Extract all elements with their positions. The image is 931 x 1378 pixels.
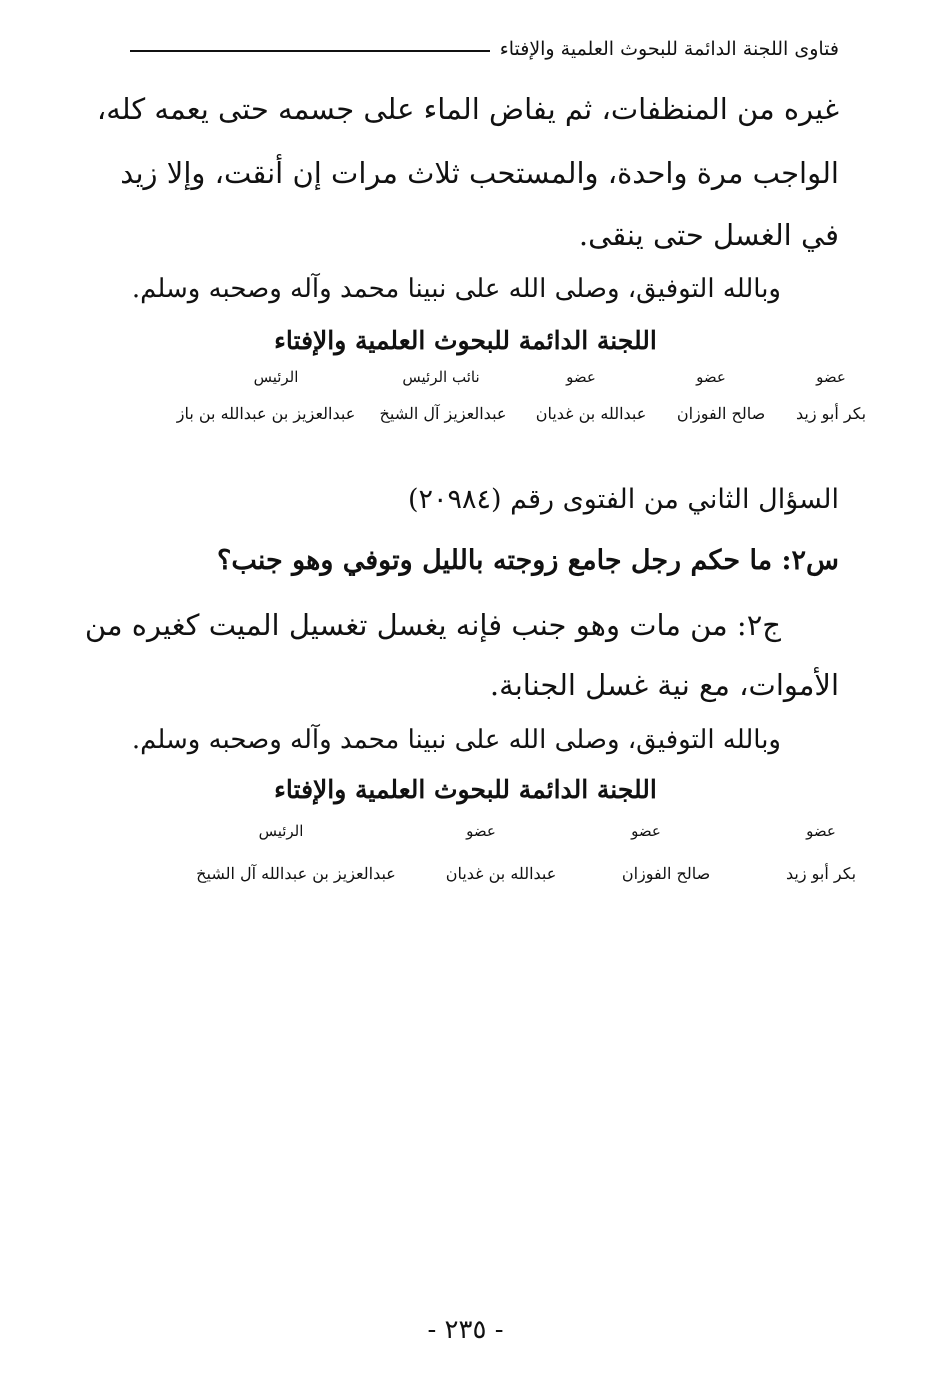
signatories-table <box>145 822 857 883</box>
signatory-role: عضو <box>566 368 596 386</box>
body-line-1: غيره من المنظفات، ثم يفاض الماء على جسمه حتى يعمه كله، <box>96 92 839 126</box>
signatory-name: بكر أبو زيد <box>795 404 867 423</box>
running-title: فتاوى اللجنة الدائمة للبحوث العلمية والإفتاء <box>499 38 839 60</box>
closing-prayer: وبالله التوفيق، وصلى الله على نبينا محمد وآله وصحبه وسلم. <box>131 274 781 304</box>
committee-name: اللجنة الدائمة للبحوث العلمية والإفتاء <box>274 326 657 355</box>
signatory-role: عضو <box>631 822 661 840</box>
body-line-3: في الغسل حتى ينقى. <box>578 218 839 252</box>
signatory-name: بكر أبو زيد <box>785 864 857 883</box>
signatory-role: عضو <box>806 822 836 840</box>
body-line-2: الواجب مرة واحدة، والمستحب ثلاث مرات إن أنقت، وإلا زيد <box>120 156 839 190</box>
signatory-role: عضو <box>696 368 726 386</box>
signatory-role: عضو <box>816 368 846 386</box>
signatories-table <box>145 368 867 428</box>
signatory-name: صالح الفوزان <box>621 864 711 883</box>
signatory-role: نائب الرئيس <box>402 368 480 386</box>
signatory-name: عبدالله بن غديان <box>445 864 557 883</box>
signatory-name: صالح الفوزان <box>676 404 766 423</box>
signatory-name: عبدالعزيز بن عبدالله بن باز <box>176 404 356 423</box>
signatory-role: الرئيس <box>253 368 299 386</box>
running-header <box>130 34 839 64</box>
question-text: س٢: ما حكم رجل جامع زوجته بالليل وتوفي وهو جنب؟ <box>217 545 839 576</box>
signatory-role: الرئيس <box>258 822 304 840</box>
signatory-name: عبدالعزيز بن عبدالله آل الشيخ <box>196 864 396 883</box>
closing-prayer: وبالله التوفيق، وصلى الله على نبينا محمد وآله وصحبه وسلم. <box>131 725 781 755</box>
page-number: - ٢٣٥ - <box>427 1315 504 1345</box>
signatory-name: عبدالله بن غديان <box>535 404 647 423</box>
header-rule <box>130 50 490 52</box>
signatory-role: عضو <box>466 822 496 840</box>
committee-name: اللجنة الدائمة للبحوث العلمية والإفتاء <box>274 775 657 804</box>
answer-line-1: ج٢: من مات وهو جنب فإنه يغسل تغسيل الميت كغيره من <box>84 608 781 642</box>
signatory-name: عبدالعزيز آل الشيخ <box>379 404 507 423</box>
answer-line-2: الأموات، مع نية غسل الجنابة. <box>489 668 839 702</box>
question-heading: السؤال الثاني من الفتوى رقم (٢٠٩٨٤) <box>407 484 839 515</box>
